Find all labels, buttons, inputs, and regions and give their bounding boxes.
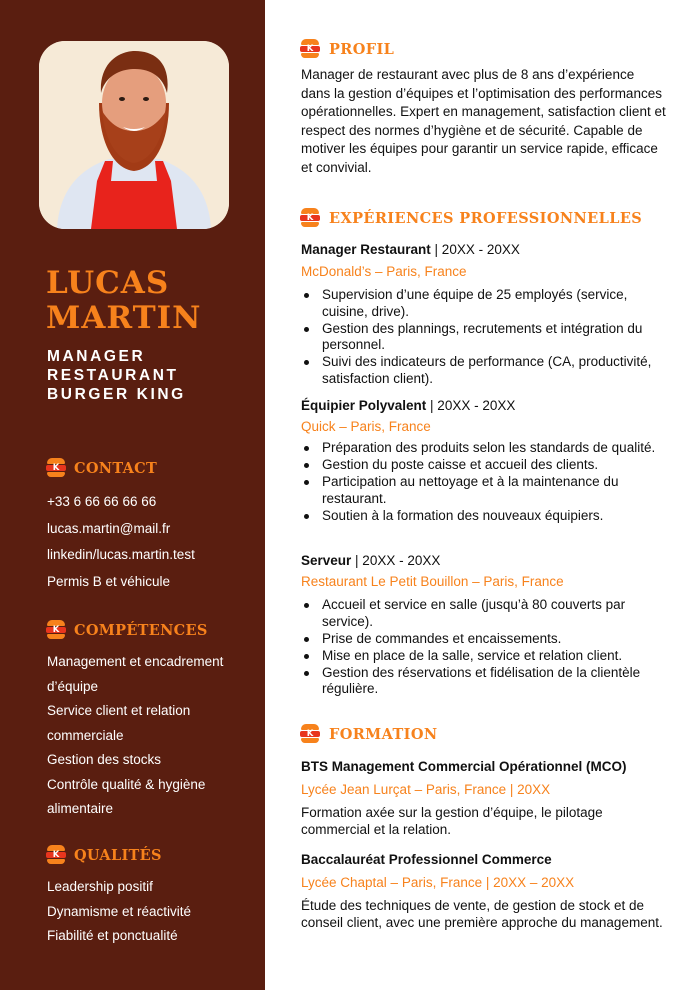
last-name: MARTIN xyxy=(46,300,202,336)
list-item: Gestion du poste caisse et accueil des clients. xyxy=(301,457,661,474)
burger-icon: K xyxy=(300,39,320,59)
list-item: Accueil et service en salle (jusqu’à 80 couverts par service). xyxy=(301,597,661,630)
skill-item: Management et encadrement d’équipe xyxy=(47,654,224,694)
burger-icon: K xyxy=(300,208,320,228)
education-2-school: Lycée Chaptal – Paris, France | 20XX – 20XX xyxy=(301,875,575,890)
skill-item: Gestion des stocks xyxy=(47,752,162,767)
job-role: Manager Restaurant xyxy=(301,242,431,257)
linkedin: linkedin/lucas.martin.test xyxy=(47,547,195,562)
burger-icon: K xyxy=(46,620,66,640)
burger-icon: K xyxy=(46,458,66,478)
skill-item: Service client et relation commerciale xyxy=(47,703,191,743)
education-1-description: Formation axée sur la gestion d’équipe, le pilotage commercial et la relation. xyxy=(301,805,603,837)
list-item: Soutien à la formation des nouveaux équipiers. xyxy=(301,508,661,525)
profile-photo xyxy=(39,41,229,229)
job-dates: | 20XX - 20XX xyxy=(426,398,516,413)
job-role: Serveur xyxy=(301,553,352,568)
job-line: RESTAURANT xyxy=(47,367,179,384)
list-item: Suivi des indicateurs de performance (CA, productivité, satisfaction client). xyxy=(301,354,661,387)
education-2-description: Étude des techniques de vente, de gestion de stock et de conseil client, avec une première approche du management. xyxy=(301,898,663,930)
job-2-employer: Quick – Paris, France xyxy=(301,419,431,434)
list-item: Gestion des plannings, recrutements et intégration du personnel. xyxy=(301,321,661,354)
job-1-title xyxy=(301,242,520,257)
driving-license: Permis B et véhicule xyxy=(47,573,171,589)
job-1-tasks xyxy=(301,287,661,388)
quality-item: Dynamisme et réactivité xyxy=(47,903,192,919)
list-item: Supervision d’une équipe de 25 employés (service, cuisine, drive). xyxy=(301,287,661,320)
profile-summary: Manager de restaurant avec plus de 8 ans d’expérience dans la gestion d’équipes et l’optimisation des performances opérationnelles. Expert en management, satisfaction client et respect des normes d’hygiène et de sécurité. Capable de motiver les équipes pour garantir un service rapide, efficace et convivial. xyxy=(301,67,666,175)
contact-list xyxy=(47,489,257,595)
job-2-title xyxy=(301,398,515,413)
experience-heading xyxy=(300,208,642,228)
job-line: BURGER KING xyxy=(47,386,186,403)
list-item: Gestion des réservations et fidélisation de la clientèle régulière. xyxy=(301,665,661,698)
job-1-employer: McDonald’s – Paris, France xyxy=(301,264,467,279)
list-item: Mise en place de la salle, service et relation client. xyxy=(301,648,661,665)
list-item: Participation au nettoyage et à la maintenance du restaurant. xyxy=(301,474,661,507)
experience-heading-label: EXPÉRIENCES PROFESSIONNELLES xyxy=(329,209,643,227)
job-dates: | 20XX - 20XX xyxy=(351,553,441,568)
phone: +33 6 66 66 66 66 xyxy=(47,494,157,509)
qualities-heading xyxy=(46,845,162,865)
contact-heading xyxy=(46,458,157,478)
profile-heading-label: PROFIL xyxy=(329,40,395,58)
candidate-name xyxy=(46,266,202,336)
skill-item: Contrôle qualité & hygiène alimentaire xyxy=(47,776,206,816)
job-3-title xyxy=(301,553,440,568)
portrait-illustration xyxy=(39,41,229,229)
job-3-employer: Restaurant Le Petit Bouillon – Paris, France xyxy=(301,574,564,589)
burger-icon: K xyxy=(46,845,66,865)
quality-item: Fiabilité et ponctualité xyxy=(47,928,178,943)
education-1-school: Lycée Jean Lurçat – Paris, France | 20XX xyxy=(301,782,551,797)
list-item: Préparation des produits selon les standards de qualité. xyxy=(301,440,661,457)
job-3-tasks xyxy=(301,597,661,698)
email: lucas.martin@mail.fr xyxy=(47,520,171,536)
first-name: LUCAS xyxy=(46,265,170,301)
burger-icon: K xyxy=(300,724,320,744)
qualities-heading-label: QUALITÉS xyxy=(74,846,162,864)
job-line: MANAGER xyxy=(47,348,146,365)
skills-heading xyxy=(46,620,208,640)
education-heading xyxy=(300,724,438,744)
skills-heading-label: COMPÉTENCES xyxy=(74,621,208,639)
contact-heading-label: CONTACT xyxy=(74,459,158,477)
job-2-tasks xyxy=(301,440,661,525)
job-dates: | 20XX - 20XX xyxy=(430,242,520,257)
job-title xyxy=(47,347,186,404)
quality-item: Leadership positif xyxy=(47,879,153,894)
list-item: Prise de commandes et encaissements. xyxy=(301,631,661,648)
education-heading-label: FORMATION xyxy=(329,725,438,743)
education-1-degree: BTS Management Commercial Opérationnel (MCO) xyxy=(301,759,627,774)
education-2-degree: Baccalauréat Professionnel Commerce xyxy=(301,852,552,867)
qualities-list xyxy=(47,875,257,949)
sidebar xyxy=(0,0,265,990)
job-role: Équipier Polyvalent xyxy=(301,398,427,413)
profile-heading xyxy=(300,39,394,59)
skills-list xyxy=(47,650,247,822)
